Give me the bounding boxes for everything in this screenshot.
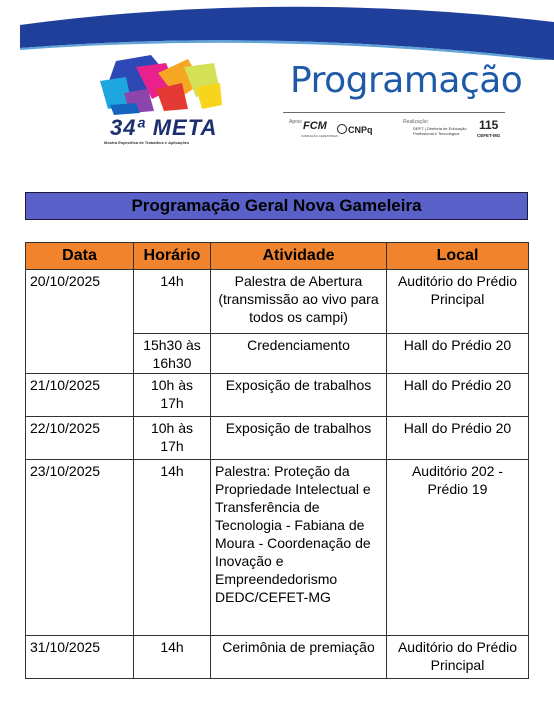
cefet-115-icon: 115 bbox=[479, 118, 499, 132]
row-activity: Exposição de trabalhos bbox=[211, 374, 387, 417]
fcm-subtitle: FUNDAÇÃO CEFETMINAS bbox=[301, 134, 339, 138]
row-time: 14h bbox=[134, 636, 211, 679]
logo-subtitle: Mostra Específica de Trabalhos e Aplicações bbox=[104, 140, 190, 145]
row-place: Hall do Prédio 20 bbox=[387, 374, 529, 417]
row-date: 22/10/2025 bbox=[26, 417, 134, 460]
fcm-logo-icon: FCM bbox=[303, 120, 327, 132]
table-row bbox=[26, 417, 529, 460]
cnpq-text: CNPq bbox=[348, 125, 373, 135]
row-date: 20/10/2025 bbox=[26, 270, 134, 374]
row-place: Hall do Prédio 20 bbox=[387, 334, 529, 374]
row-activity: Palestra: Proteção da Propriedade Intelectual e Transferência de Tecnologia - Fabiana de Moura - Coordenação de Inovação e Empreendedorismo DEDC/CEFET-MG bbox=[211, 460, 387, 636]
row-activity: Cerimônia de premiação bbox=[211, 636, 387, 679]
row-time: 14h bbox=[134, 270, 211, 334]
header-time: Horário bbox=[134, 243, 211, 270]
cefet-logo-text: CEFET-MG bbox=[477, 133, 501, 138]
header-place: Local bbox=[387, 243, 529, 270]
row-date: 31/10/2025 bbox=[26, 636, 134, 679]
sponsors-strip bbox=[283, 116, 505, 142]
header-date: Data bbox=[26, 243, 134, 270]
row-activity: Credenciamento bbox=[211, 334, 387, 374]
apoio-label: Apoio bbox=[289, 119, 302, 125]
realizacao-label: Realização bbox=[403, 119, 428, 125]
row-place: Auditório do Prédio Principal bbox=[387, 636, 529, 679]
row-place: Auditório do Prédio Principal bbox=[387, 270, 529, 334]
section-title: Programação Geral Nova Gameleira bbox=[25, 192, 528, 220]
row-place: Auditório 202 - Prédio 19 bbox=[387, 460, 529, 636]
cnpq-logo-icon bbox=[337, 124, 373, 135]
dept-logo-text: DEPT | Diretoria de Educação Profissional e Tecnológica bbox=[413, 126, 467, 136]
logo-meta-text: 34ª META bbox=[110, 115, 218, 140]
table-row bbox=[26, 374, 529, 417]
row-place: Hall do Prédio 20 bbox=[387, 417, 529, 460]
row-time: 15h30 às 16h30 bbox=[134, 334, 211, 374]
table-row bbox=[26, 270, 529, 334]
cnpq-circle-icon bbox=[337, 124, 347, 134]
header-activity: Atividade bbox=[211, 243, 387, 270]
schedule-table bbox=[25, 242, 529, 679]
row-time: 14h bbox=[134, 460, 211, 636]
page-title: Programação bbox=[290, 60, 523, 101]
title-underline bbox=[283, 112, 505, 113]
header-banner bbox=[0, 0, 554, 60]
table-row bbox=[26, 636, 529, 679]
table-row bbox=[26, 460, 529, 636]
row-date: 23/10/2025 bbox=[26, 460, 134, 636]
row-date: 21/10/2025 bbox=[26, 374, 134, 417]
row-activity: Palestra de Abertura (transmissão ao vivo para todos os campi) bbox=[211, 270, 387, 334]
row-time: 10h às 17h bbox=[134, 374, 211, 417]
table-header-row bbox=[26, 243, 529, 270]
row-time: 10h às 17h bbox=[134, 417, 211, 460]
row-activity: Exposição de trabalhos bbox=[211, 417, 387, 460]
